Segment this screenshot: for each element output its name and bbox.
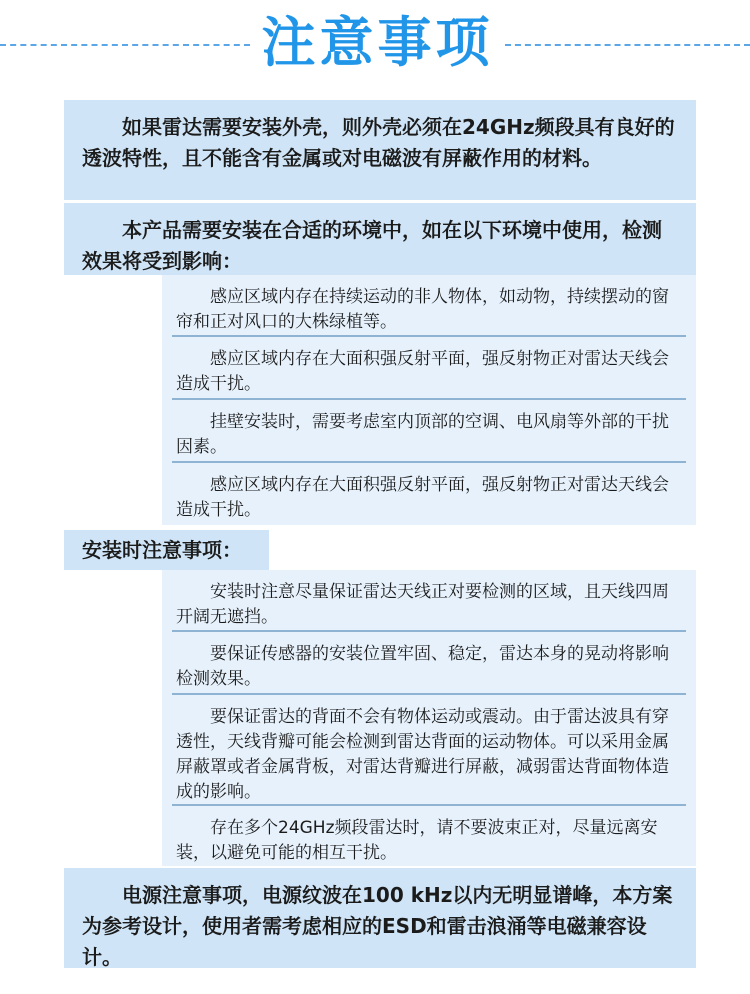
title-dash-right [505, 44, 750, 46]
title-row [0, 0, 750, 90]
install-list [162, 570, 696, 866]
list-item: 存在多个24GHz频段雷达时，请不要波束正对，尽量远离安装，以避免可能的相互干扰。 [176, 818, 658, 863]
page-title: 注意事项 [261, 11, 494, 74]
note-environment-text: 本产品需要安装在合适的环境中，如在以下环境中使用，检测效果将受到影响： [82, 218, 662, 273]
note-power [64, 868, 696, 968]
note-housing-text: 如果雷达需要安装外壳，则外壳必须在24GHz频段具有良好的透波特性，且不能含有金属或对电磁波有屏蔽作用的材料。 [82, 115, 675, 170]
note-environment [64, 203, 696, 275]
title-dash-left [0, 44, 250, 46]
list-item: 要保证雷达的背面不会有物体运动或震动。由于雷达波具有穿透性，天线背瓣可能会检测到雷达背面的运动物体。可以采用金属屏蔽罩或者金属背板，对雷达背瓣进行屏蔽，减弱雷达背面物体造成的影响。 [176, 707, 669, 802]
list-item: 挂壁安装时，需要考虑室内顶部的空调、电风扇等外部的干扰因素。 [176, 412, 669, 457]
list-item: 感应区域内存在持续运动的非人物体，如动物，持续摆动的窗帘和正对风口的大株绿植等。 [176, 287, 669, 332]
list-item: 安装时注意尽量保证雷达天线正对要检测的区域，且天线四周开阔无遮挡。 [176, 582, 669, 627]
list-item: 要保证传感器的安装位置牢固、稳定，雷达本身的晃动将影响检测效果。 [176, 644, 669, 689]
note-power-text: 电源注意事项，电源纹波在100 kHz以内无明显谱峰，本方案为参考设计，使用者需考虑相应的ESD和雷击浪涌等电磁兼容设计。 [82, 883, 673, 969]
list-item: 感应区域内存在大面积强反射平面，强反射物正对雷达天线会造成干扰。 [176, 349, 669, 394]
install-label: 安装时注意事项： [64, 530, 269, 570]
note-housing [64, 100, 696, 200]
list-item: 感应区域内存在大面积强反射平面，强反射物正对雷达天线会造成干扰。 [176, 475, 669, 520]
environment-list [162, 275, 696, 525]
